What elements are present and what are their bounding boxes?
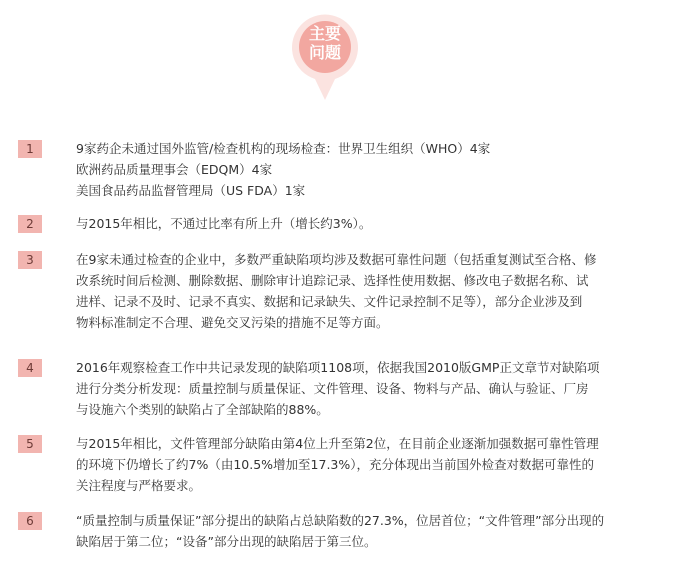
item-line: 改系统时间后检测、删除数据、删除审计追踪记录、选择性使用数据、修改电子数据名称、试: [76, 273, 589, 288]
item-line: 在9家未通过检查的企业中，多数严重缺陷项均涉及数据可靠性问题（包括重复测试至合格、修: [76, 252, 597, 267]
item-line: 物料标准制定不合理、避免交叉污染的措施不足等方面。: [76, 315, 389, 330]
item-line: 2016年观察检查工作中共记录发现的缺陷项1108项，依据我国2010版GMP正文章节对缺陷项: [76, 360, 600, 375]
header-pin: [290, 10, 360, 102]
header-title-line2: 问题: [308, 43, 341, 62]
item-line: 美国食品药品监督管理局（US FDA）1家: [76, 183, 306, 198]
item-number-badge: 5: [18, 435, 42, 453]
item-number-badge: 4: [18, 359, 42, 377]
item-line: 与2015年相比，文件管理部分缺陷由第4位上升至第2位，在目前企业逐渐加强数据可靠性管理: [76, 436, 599, 451]
item-text: [76, 510, 668, 552]
item-text: [76, 213, 668, 234]
item-line: “质量控制与质量保证”部分提出的缺陷占总缺陷数的27.3%，位居首位；“文件管理”部分出现的: [76, 513, 605, 528]
item-line: 进样、记录不及时、记录不真实、数据和记录缺失、文件记录控制不足等），部分企业涉及到: [76, 294, 583, 309]
item-number-badge: 1: [18, 140, 42, 158]
header-title-line1: 主要: [308, 24, 341, 43]
item-line: 与2015年相比，不通过比率有所上升（增长约3%）。: [76, 216, 372, 231]
header-title: [290, 24, 360, 62]
item-line: 的环境下仍增长了约7%（由10.5%增加至17.3%），充分体现出当前国外检查对数据可靠性的: [76, 457, 595, 472]
item-number-badge: 3: [18, 251, 42, 269]
item-line: 与设施六个类别的缺陷占了全部缺陷的88%。: [76, 402, 329, 417]
item-line: 9家药企未通过国外监管/检查机构的现场检查：世界卫生组织（WHO）4家: [76, 141, 491, 156]
item-text: [76, 433, 668, 496]
item-line: 进行分类分析发现：质量控制与质量保证、文件管理、设备、物料与产品、确认与验证、厂房: [76, 381, 589, 396]
item-text: [76, 249, 668, 333]
item-line: 欧洲药品质量理事会（EDQM）4家: [76, 162, 273, 177]
item-line: 关注程度与严格要求。: [76, 478, 202, 493]
item-number-badge: 6: [18, 512, 42, 530]
item-text: [76, 357, 668, 420]
item-text: [76, 138, 668, 201]
item-line: 缺陷居于第二位；“设备”部分出现的缺陷居于第三位。: [76, 534, 377, 549]
item-number-badge: 2: [18, 215, 42, 233]
